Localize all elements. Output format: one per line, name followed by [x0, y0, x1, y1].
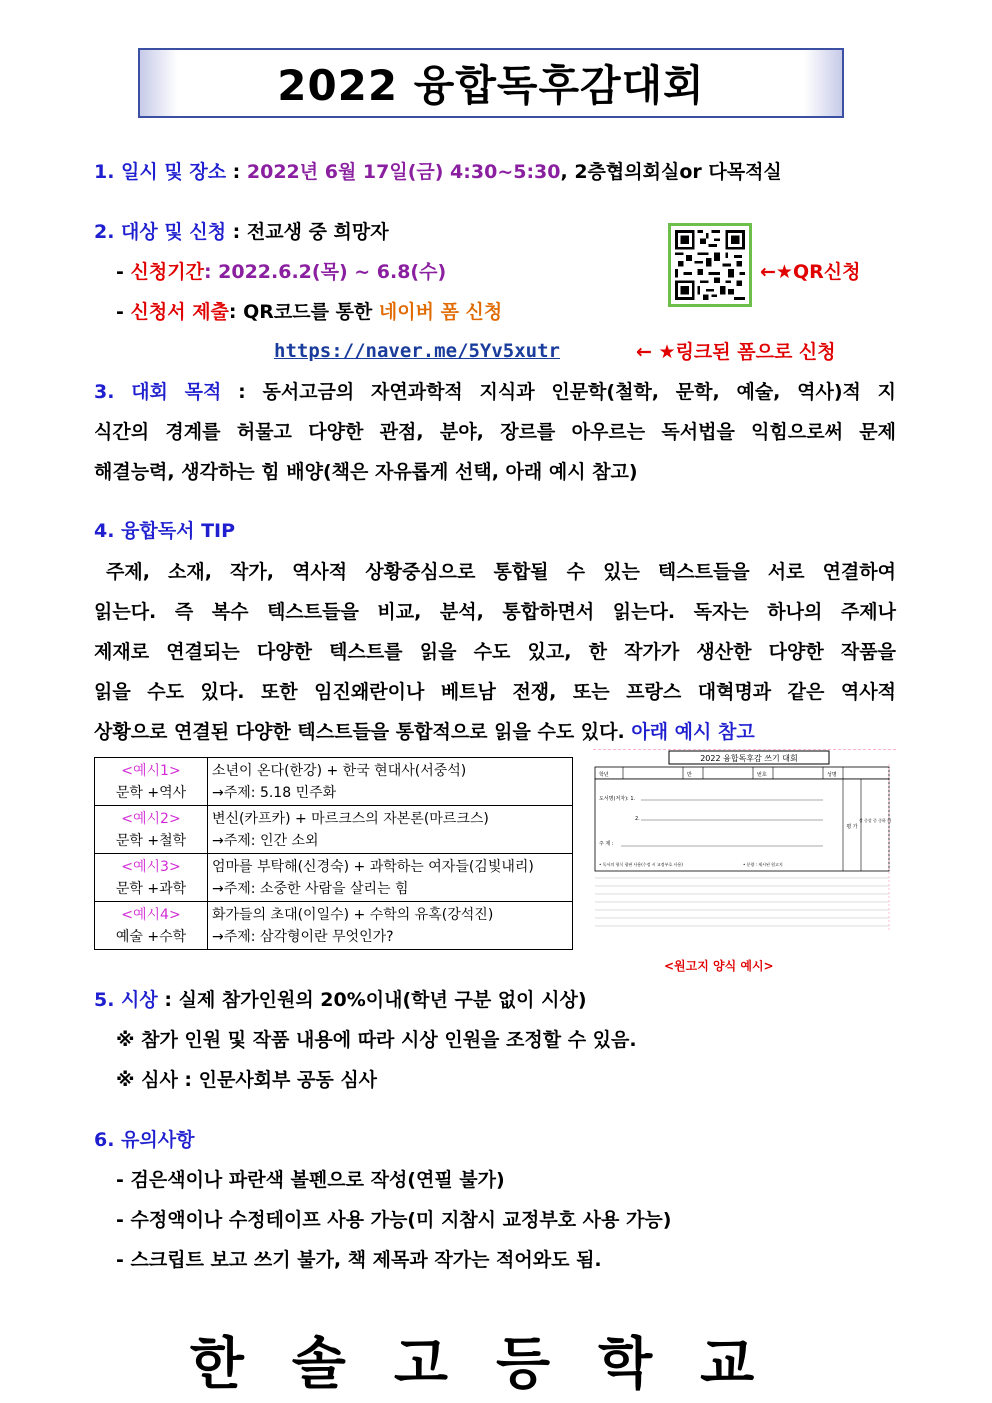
tip-line-4: 읽을 수도 있다. 또한 임진왜란이나 베트남 전쟁, 또는 프랑스 대혁명과 같은 역사적: [94, 681, 896, 703]
school-name: 한솔고등학교: [189, 1332, 803, 1397]
example-field: 예술 +수학: [115, 928, 187, 945]
form-side-note: 상 중상 중 중하 하: [858, 818, 892, 823]
example-desc: [208, 806, 573, 854]
section-4-label: 4. 융합독서 TIP: [94, 520, 236, 542]
section-5: [94, 987, 587, 1013]
target-text: 전교생 중 희망자: [246, 221, 389, 243]
tip-line-5: [94, 719, 755, 745]
tip-last-note: 아래 예시 참고: [624, 721, 755, 743]
form-header-class: 반: [687, 772, 692, 778]
form-note-1: • 독서의 형식 평판 사용(수정 시 교정부호 사용): [599, 862, 683, 867]
event-date: 2022년 6월 17일(금) 4:30~5:30: [246, 161, 561, 183]
section-6-label: 6. 유의사항: [94, 1129, 195, 1151]
example-books: 변신(카프카) + 마르크스의 자본론(마르크스): [212, 810, 489, 827]
example-field: 문학 +과학: [115, 880, 187, 897]
period-dash: -: [116, 261, 131, 283]
example-tag: <예시1>: [121, 762, 181, 779]
table-row: [95, 758, 573, 806]
caution-item-3: - 스크립트 보고 쓰기 불가, 책 제목과 작가는 적어와도 됨.: [116, 1249, 602, 1271]
tip-line-2: 읽는다. 즉 복수 텍스트들을 비교, 분석, 통합하면서 읽는다. 독자는 하나의 주제나: [94, 601, 896, 623]
section-1-colon: :: [226, 161, 247, 183]
example-label: [95, 902, 208, 950]
caution-item-2: - 수정액이나 수정테이프 사용 가능(미 지참시 교정부호 사용 가능): [116, 1209, 672, 1231]
form-note-2: • 분량 : 제시된 원고지: [743, 862, 783, 867]
caution-item-1: - 검은색이나 파란색 볼펜으로 작성(연필 불가): [116, 1169, 505, 1191]
qr-code[interactable]: [668, 223, 752, 307]
example-books: 화가들의 초대(이일수) + 수학의 유혹(강석진): [212, 906, 494, 923]
section-2: [94, 219, 389, 245]
qr-code-icon: [675, 230, 745, 300]
table-row: [95, 902, 573, 950]
example-field: 문학 +역사: [115, 784, 187, 801]
section-3-line-1: [94, 372, 896, 412]
form-book-label: 도서명(저자): 1.: [599, 796, 636, 802]
form-theme-label: 주 제 :: [599, 841, 614, 847]
section-3-label: 3. 대회 목적: [94, 381, 222, 403]
link-note: ← ★링크된 폼으로 신청: [636, 341, 836, 363]
tip-last-text: 상황으로 연결된 다양한 텍스트들을 통합적으로 읽을 수도 있다.: [94, 721, 625, 743]
example-tag: <예시2>: [121, 810, 181, 827]
form-header-grade: 학년: [599, 772, 609, 778]
example-desc: [208, 758, 573, 806]
form-caption: <원고지 양식 예시>: [664, 959, 774, 973]
section-3-line-3: 해결능력, 생각하는 힘 배양(책은 자유롭게 선택, 아래 예시 참고): [94, 461, 638, 483]
example-tag: <예시3>: [121, 858, 181, 875]
event-place: , 2층협의회실or 다목적실: [560, 161, 782, 183]
example-tag: <예시4>: [121, 906, 181, 923]
tip-line-1: 주제, 소재, 작가, 역사적 상황중심으로 통합될 수 있는 텍스트들을 서로 연결하여: [106, 561, 896, 583]
submit-value: : QR코드를 통한: [228, 301, 379, 323]
examples-table: [94, 757, 573, 950]
section-5-label: 5. 시상: [94, 989, 158, 1011]
example-books: 엄마를 부탁해(신경숙) + 과학하는 여자들(김빛내리): [212, 858, 534, 875]
section-3-colon: :: [221, 381, 263, 403]
example-books: 소년이 온다(한강) + 한국 현대사(서중석): [212, 762, 467, 779]
example-label: [95, 806, 208, 854]
title-box: [138, 48, 844, 118]
form-header-name: 성명: [827, 772, 837, 778]
section-3-text-1: 동서고금의 자연과학적 지식과 인문학(철학, 문학, 예술, 역사)적 지: [262, 381, 896, 403]
form-book2-label: 2.: [635, 816, 640, 822]
form-header-number: 번호: [757, 772, 767, 778]
qr-note: ←★QR신청: [760, 261, 861, 283]
page-title: 2022 융합독후감대회: [277, 61, 705, 110]
section-3-line-2: 식간의 경계를 허물고 다양한 관점, 분야, 장르를 아우르는 독서법을 익힘으로써 문제: [94, 421, 896, 443]
application-link[interactable]: https://naver.me/5Yv5xutr: [274, 340, 560, 362]
example-label: [95, 758, 208, 806]
table-row: [95, 806, 573, 854]
section-5-colon: :: [157, 989, 179, 1011]
manuscript-form-image: [593, 750, 896, 956]
section-5-text: 실제 참가인원의 20%이내(학년 구분 없이 시상): [178, 989, 587, 1011]
period-value: : 2022.6.2(목) ~ 6.8(수): [203, 261, 447, 283]
application-period: [116, 259, 446, 285]
application-submit: [116, 299, 502, 325]
table-row: [95, 854, 573, 902]
submit-form: 네이버 폼 신청: [378, 301, 503, 323]
example-desc: [208, 854, 573, 902]
section-1-label: 1. 일시 및 장소: [94, 161, 227, 183]
period-label: 신청기간: [130, 261, 204, 283]
example-field: 문학 +철학: [115, 832, 187, 849]
submit-label: 신청서 제출: [130, 301, 229, 323]
section-1: [94, 159, 782, 185]
example-label: [95, 854, 208, 902]
form-side-label: 평 가: [846, 824, 858, 830]
section-5-note-1: ※ 참가 인원 및 작품 내용에 따라 시상 인원을 조정할 수 있음.: [116, 1029, 637, 1051]
form-title: 2022 융합독후감 쓰기 대회: [700, 754, 798, 763]
example-theme: →주제: 삼각형이란 무엇인가?: [212, 928, 394, 945]
manuscript-form-sample: [593, 749, 896, 955]
submit-dash: -: [116, 301, 131, 323]
section-2-label: 2. 대상 및 신청: [94, 221, 227, 243]
example-theme: →주제: 5.18 민주화: [212, 784, 337, 801]
section-5-note-2: ※ 심사 : 인문사회부 공동 심사: [116, 1069, 378, 1091]
section-2-colon: :: [226, 221, 247, 243]
example-theme: →주제: 인간 소외: [212, 832, 319, 849]
example-desc: [208, 902, 573, 950]
example-theme: →주제: 소중한 사람을 살리는 힘: [212, 880, 409, 897]
tip-line-3: 제재로 연결되는 다양한 텍스트를 읽을 수도 있고, 한 작가가 생산한 다양한 작품을: [94, 641, 896, 663]
